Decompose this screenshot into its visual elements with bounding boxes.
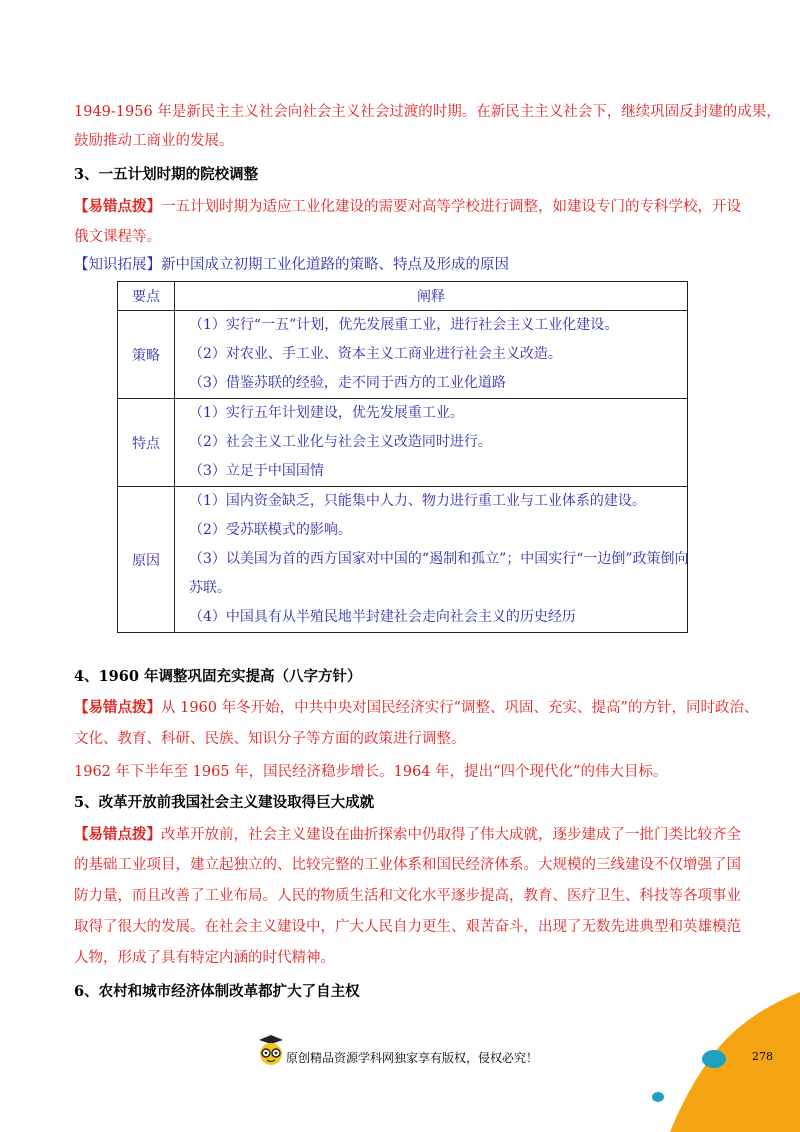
table-row-key: 特点 xyxy=(118,399,175,487)
table-item: （3）借鉴苏联的经验，走不同于西方的工业化道路 xyxy=(189,375,506,391)
section-heading-6: 6、农村和城市经济体制改革都扩大了自主权 xyxy=(74,983,360,1000)
table-row-value xyxy=(175,487,688,633)
paragraph-line: 俄文课程等。 xyxy=(74,229,161,245)
student-mascot-icon xyxy=(256,1033,286,1067)
table-row-value xyxy=(175,311,688,399)
paragraph-line: 的基础工业项目，建立起独立的、比较完整的工业体系和国民经济体系。大规模的三线建设不仅增强了国 xyxy=(74,857,741,873)
table-row xyxy=(118,311,688,399)
table-item: （3）以美国为首的西方国家对中国的“遏制和孤立”；中国实行“一边倒”政策倒向 xyxy=(189,551,689,567)
section-heading-5: 5、改革开放前我国社会主义建设取得巨大成就 xyxy=(74,794,375,811)
table-row xyxy=(118,399,688,487)
table-item: （3）立足于中国国情 xyxy=(189,463,324,479)
table-header-row xyxy=(118,282,688,311)
paragraph-line xyxy=(74,825,741,845)
section-heading-3: 3、一五计划时期的院校调整 xyxy=(74,166,259,183)
paragraph-text: 一五计划时期为适应工业化建设的需要对高等学校进行调整，如建设专门的专科学校，开设 xyxy=(161,199,741,215)
knowledge-extension-text: 新中国成立初期工业化道路的策略、特点及形成的原因 xyxy=(161,257,509,273)
error-tip-tag: 【易错点拨】 xyxy=(74,198,161,215)
table-row-key: 策略 xyxy=(118,311,175,399)
table-item: （4）中国具有从半殖民地半封建社会走向社会主义的历史经历 xyxy=(189,609,576,625)
paragraph-line: 1962 年下半年至 1965 年，国民经济稳步增长。1964 年，提出“四个现代化”的伟大目标。 xyxy=(74,764,668,780)
paragraph-line: 1949-1956 年是新民主主义社会向社会主义社会过渡的时期。在新民主主义社会下，继续巩固反封建的成果， xyxy=(74,104,781,120)
table-item: （2）对农业、手工业、资本主义工商业进行社会主义改造。 xyxy=(189,346,562,362)
knowledge-extension-line xyxy=(74,255,509,275)
table-item: （2）受苏联模式的影响。 xyxy=(189,522,352,538)
error-tip-tag: 【易错点拨】 xyxy=(74,699,161,716)
section-heading-4: 4、1960 年调整巩固充实提高（八字方针） xyxy=(74,668,362,685)
paragraph-line: 文化、教育、科研、民族、知识分子等方面的政策进行调整。 xyxy=(74,731,466,747)
paragraph-text: 从 1960 年冬开始，中共中央对国民经济实行“调整、巩固、充实、提高”的方针，同时政治、 xyxy=(161,700,759,716)
paragraph-line: 防力量，而且改善了工业布局。人民的物质生活和文化水平逐步提高，教育、医疗卫生、科技等各项事业 xyxy=(74,888,741,904)
knowledge-extension-tag: 【知识拓展】 xyxy=(74,257,161,273)
table-item: （1）实行“一五”计划，优先发展重工业，进行社会主义工业化建设。 xyxy=(189,317,619,333)
orange-corner-decoration xyxy=(640,992,800,1132)
table-row-value xyxy=(175,399,688,487)
table-item: （1）实行五年计划建设，优先发展重工业。 xyxy=(189,405,464,421)
table-item: （1）国内资金缺乏，只能集中人力、物力进行重工业与工业体系的建设。 xyxy=(189,493,646,509)
error-tip-tag: 【易错点拨】 xyxy=(74,826,161,843)
table-item: 苏联。 xyxy=(189,580,231,596)
paragraph-line xyxy=(74,197,741,217)
paragraph-line xyxy=(74,698,758,718)
paragraph-line: 取得了很大的发展。在社会主义建设中，广大人民自力更生、艰苦奋斗，出现了无数先进典型和英雄模范 xyxy=(74,919,741,935)
table-header-value: 阐释 xyxy=(175,282,688,311)
table-header-key: 要点 xyxy=(118,282,175,311)
paragraph-text: 改革开放前，社会主义建设在曲折探索中仍取得了伟大成就，逐步建成了一批门类比较齐全 xyxy=(161,827,741,843)
knowledge-table xyxy=(117,281,688,633)
table-row-key: 原因 xyxy=(118,487,175,633)
paragraph-line: 鼓励推动工商业的发展。 xyxy=(74,133,234,149)
table-item: （2）社会主义工业化与社会主义改造同时进行。 xyxy=(189,434,492,450)
paragraph-line: 人物，形成了具有特定内涵的时代精神。 xyxy=(74,950,335,966)
table-row xyxy=(118,487,688,633)
copyright-notice: 原创精品资源学科网独家享有版权，侵权必究！ xyxy=(286,1051,539,1065)
page-number: 278 xyxy=(752,1050,773,1063)
